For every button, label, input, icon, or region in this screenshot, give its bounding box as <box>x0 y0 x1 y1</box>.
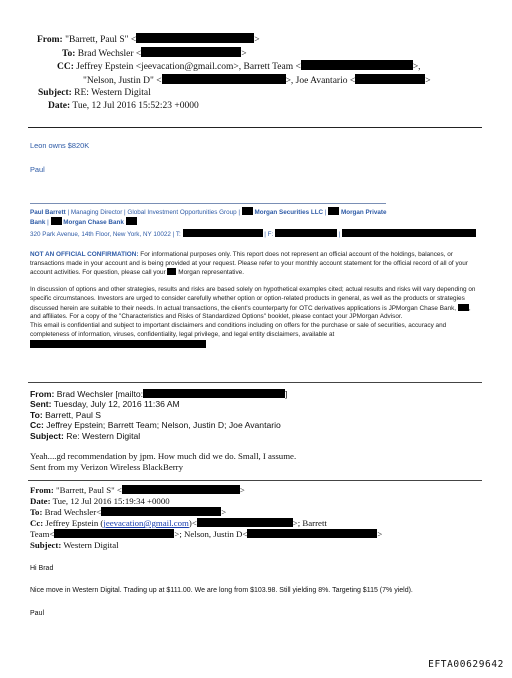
redaction-block <box>143 389 285 398</box>
msg2-sent-row <box>30 399 287 409</box>
redaction-block <box>54 529 174 538</box>
msg2-cc-label: Cc: <box>30 420 44 431</box>
msg3-body-text: Nice move in Western Digital. Trading up at $111.00. We are long from $103.98. Still yielding 8%. Targeting $115 (7% yield). <box>30 587 413 594</box>
cc-value-2-tail: >, Joe Avantario < <box>285 75 356 86</box>
disclaimer-confidential <box>30 322 482 339</box>
msg2-from-label: From: <box>30 389 55 399</box>
signature-title: | Managing Director | Global Investment Opportunities Group | <box>65 209 242 216</box>
subject-label: Subject: <box>38 88 72 99</box>
msg3-subject-value: Western Digital <box>63 540 119 550</box>
msg2-device-signature: Sent from my Verizon Wireless BlackBerry <box>30 462 183 472</box>
header-cc-row: CC: Jeffrey Epstein <jeevacation@gmail.com>, Barrett Team < >, <box>57 62 421 73</box>
redaction-block <box>122 485 240 494</box>
disclaimer-confidential-text: This email is confidential and subject to important disclaimers and conditions including on offers for the purchase or sale of securities, accuracy and completeness of information, viruses, confidentiality, legal privilege, and legal entity disclaimers, available at <box>30 321 447 338</box>
signature-line-1: Paul Barrett | Managing Director | Global Investment Opportunities Group | Morgan Securities LLC | Morgan Private <box>30 209 387 216</box>
signature-fax-label: | F: <box>264 231 274 238</box>
msg3-cc-value: Jeffrey Epstein ( <box>45 518 104 528</box>
msg3-subject-row <box>30 540 382 551</box>
msg3-cc-row-2: Team< >; Nelson, Justin D< > <box>30 529 383 539</box>
redaction-block <box>355 74 425 84</box>
msg2-sent-label: Sent: <box>30 399 52 410</box>
signature-address: 320 Park Avenue, 14th Floor, New York, NY 10022 | T: <box>30 231 181 238</box>
msg2-subject-value: Re: Western Digital <box>66 430 141 441</box>
message-3-body <box>30 563 470 619</box>
signature-firm-2b: Bank <box>30 219 46 226</box>
date-label: Date: <box>48 100 71 111</box>
msg2-sent-value: Tuesday, July 12, 2016 11:36 AM <box>53 399 180 410</box>
signature-firm-2: Morgan Private <box>340 209 387 216</box>
signature-line-3: 320 Park Avenue, 14th Floor, New York, NY 10022 | T: | F: | <box>30 229 476 239</box>
message-2-header <box>30 389 287 441</box>
cc-label: CC: <box>57 62 74 73</box>
from-value: "Barrett, Paul S" < <box>65 35 137 45</box>
redaction-block <box>342 229 476 237</box>
msg2-to-row <box>30 410 287 420</box>
to-label: To: <box>62 48 76 59</box>
date-value: Tue, 12 Jul 2016 15:52:23 +0000 <box>72 100 199 111</box>
msg3-cc-after-email: )< <box>188 518 197 528</box>
disclaimer-options-tail: , and affiliates. For a copy of the "Characteristics and Risks of Standardized Options" booklet, please contact your JPMorgan Advisor. <box>30 304 471 321</box>
header-date-row <box>37 100 431 113</box>
bates-stamp: EFTA00629642 <box>428 659 504 670</box>
msg3-cc-label: Cc: <box>30 518 44 528</box>
signature-block <box>30 207 476 239</box>
signature-divider <box>30 203 386 204</box>
msg3-cc-team: Team< <box>30 529 55 539</box>
redaction-block <box>101 507 221 516</box>
cc-value-2: "Nelson, Justin D" < <box>83 75 162 86</box>
redaction-block <box>458 304 469 311</box>
cc-value: Jeffrey Epstein <jeevacation@gmail.com>, Barrett Team < <box>76 62 301 73</box>
msg3-signoff: Paul <box>30 609 45 617</box>
signature-name: Paul Barrett <box>30 209 66 216</box>
redaction-block <box>30 340 206 348</box>
message-3-header <box>30 485 382 551</box>
message-2-body <box>30 451 296 473</box>
msg3-cc-row: Cc: Jeffrey Epstein (jeevacation@gmail.com)< >; Barrett <box>30 518 327 528</box>
redaction-block <box>328 207 339 215</box>
to-value: Brad Wechsler < <box>77 48 142 59</box>
redaction-block <box>126 217 137 225</box>
subject-value: RE: Western Digital <box>74 88 151 99</box>
redaction-block <box>167 268 176 275</box>
msg2-cc-value: Jeffrey Epstein; Barrett Team; Nelson, Justin D; Joe Avantario <box>46 420 281 431</box>
msg2-cc-row <box>30 420 287 430</box>
redaction-block <box>51 217 62 225</box>
redaction-block <box>141 47 241 57</box>
disclaimer-options-text: In discussion of options and other strategies, results and risks are based solely on hypothetical examples cited; actual results and risks will vary depending on specific circumstances. Investors are urged to consider carefully whether option or option-related products in general, as well as the products or strategies discussed herein are suitable to their needs. In actual transactions, the client's counterparty for OTC derivatives applications is JPMorgan Chase Bank, <box>30 286 476 312</box>
msg3-date-label: Date: <box>30 496 51 506</box>
msg2-body-line: Yeah....gd recommendation by jpm. How much did we do. Small, I assume. <box>30 451 297 461</box>
msg3-greeting: Hi Brad <box>30 565 54 572</box>
from-label: From: <box>37 35 63 45</box>
reply-line: Leon owns $820K <box>30 141 90 150</box>
msg3-from-value: "Barrett, Paul S" < <box>55 485 122 495</box>
msg2-subject-row <box>30 431 287 441</box>
msg2-to-label: To: <box>30 409 43 420</box>
redaction-block <box>275 229 337 237</box>
msg2-from-value: Brad Wechsler [mailto: <box>56 389 144 399</box>
msg2-to-value: Barrett, Paul S <box>45 409 102 420</box>
header-subject-row <box>37 87 431 100</box>
redaction-block <box>183 229 263 237</box>
redaction-block <box>247 529 377 538</box>
header-to-row: To: Brad Wechsler < > <box>62 48 247 59</box>
msg3-subject-label: Subject: <box>30 540 62 550</box>
redaction-block <box>162 74 286 84</box>
msg3-to-label: To: <box>30 507 43 517</box>
disclaimer-block <box>30 251 482 351</box>
msg3-cc-nelson: ; Nelson, Justin D< <box>179 529 248 539</box>
message-separator <box>28 382 482 383</box>
msg3-from-row: From: "Barrett, Paul S" < > <box>30 485 245 495</box>
signature-firm-3: Morgan Chase Bank <box>63 219 124 226</box>
redaction-block <box>136 33 254 43</box>
signature-line-2: Bank | Morgan Chase Bank <box>30 217 476 227</box>
redaction-block <box>197 518 293 527</box>
header-cc-row-2: "Nelson, Justin D" < >, Joe Avantario < > <box>83 75 431 86</box>
disclaimer-notice-bold: NOT AN OFFICIAL CONFIRMATION: <box>30 251 139 258</box>
msg3-to-row: To: Brad Wechsler< > <box>30 507 227 517</box>
disclaimer-notice-text: For informational purposes only. This report does not represent an official account of the holdings, balances, or transactions made in your account and is being provided at your request. Please refer to your monthly account statement for the official record of all of your account activities. For question, please call your <box>30 251 468 277</box>
disclaimer-options <box>30 286 482 322</box>
msg3-to-value: Brad Wechsler< <box>44 507 102 517</box>
msg3-cc-barrett: ; Barrett <box>297 518 327 528</box>
disclaimer-notice-tail: Morgan representative. <box>178 269 244 277</box>
msg3-date-row <box>30 496 382 507</box>
msg3-cc-email-link[interactable]: jeevacation@gmail.com <box>103 518 189 528</box>
redaction-block <box>301 60 413 70</box>
msg2-from-row: From: Brad Wechsler [mailto: ] <box>30 389 288 399</box>
message-separator <box>28 480 482 481</box>
disclaimer-notice <box>30 251 482 278</box>
msg2-subject-label: Subject: <box>30 430 64 441</box>
email-header <box>37 33 431 113</box>
reply-signoff: Paul <box>30 165 45 174</box>
reply-body <box>30 140 89 175</box>
signature-firm-1: Morgan Securities LLC <box>254 209 324 216</box>
header-divider <box>28 127 482 128</box>
msg3-from-label: From: <box>30 485 54 495</box>
header-from-row: From: "Barrett, Paul S" < > <box>37 35 260 45</box>
redaction-block <box>242 207 253 215</box>
msg3-date-value: Tue, 12 Jul 2016 15:19:34 +0000 <box>52 496 170 506</box>
